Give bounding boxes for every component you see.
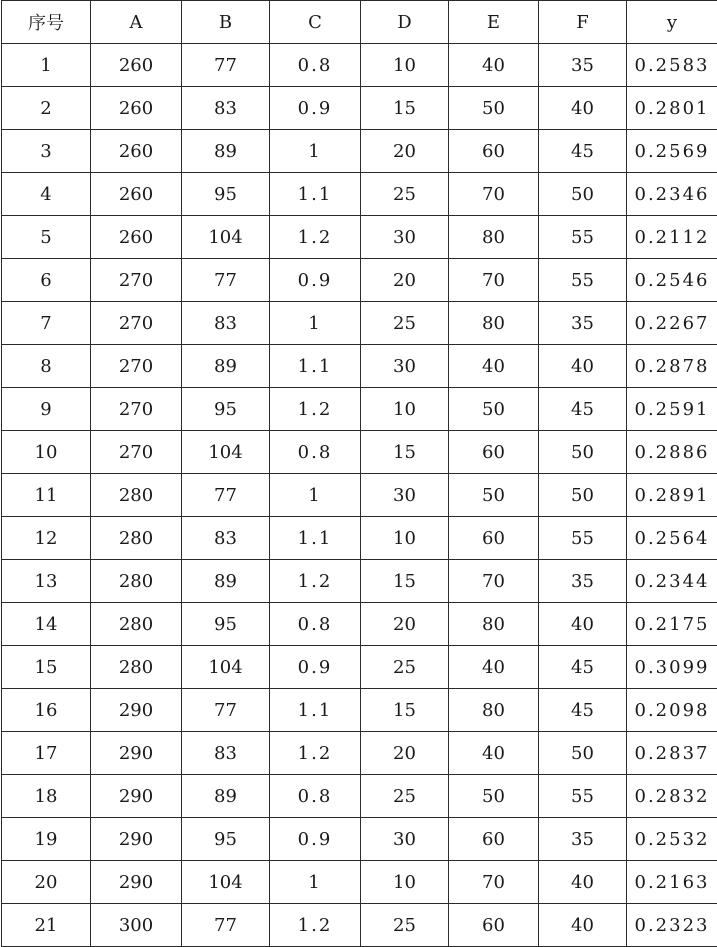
cell-y: 0.2346 xyxy=(627,173,717,216)
header-cell-a: A xyxy=(91,1,182,44)
cell-f: 40 xyxy=(539,603,627,646)
cell-y: 0.2267 xyxy=(627,302,717,345)
cell-e: 80 xyxy=(449,302,539,345)
cell-d: 20 xyxy=(361,130,449,173)
table-row xyxy=(2,87,717,130)
cell-f: 40 xyxy=(539,87,627,130)
table-row xyxy=(2,904,717,947)
cell-d: 30 xyxy=(361,474,449,517)
cell-y: 0.2886 xyxy=(627,431,717,474)
cell-c: 1.2 xyxy=(270,216,361,259)
cell-index: 20 xyxy=(2,861,91,904)
cell-y: 0.2569 xyxy=(627,130,717,173)
cell-e: 70 xyxy=(449,861,539,904)
cell-index: 21 xyxy=(2,904,91,947)
table-row xyxy=(2,130,717,173)
cell-index: 9 xyxy=(2,388,91,431)
cell-c: 0.8 xyxy=(270,431,361,474)
cell-b: 83 xyxy=(182,87,270,130)
cell-f: 35 xyxy=(539,818,627,861)
cell-y: 0.2532 xyxy=(627,818,717,861)
cell-a: 290 xyxy=(91,861,182,904)
cell-index: 5 xyxy=(2,216,91,259)
cell-index: 15 xyxy=(2,646,91,689)
cell-index: 12 xyxy=(2,517,91,560)
cell-a: 270 xyxy=(91,259,182,302)
cell-f: 35 xyxy=(539,44,627,87)
cell-b: 77 xyxy=(182,904,270,947)
header-cell-y: y xyxy=(627,1,717,44)
table-row xyxy=(2,474,717,517)
cell-e: 80 xyxy=(449,689,539,732)
cell-a: 290 xyxy=(91,732,182,775)
cell-index: 17 xyxy=(2,732,91,775)
cell-e: 50 xyxy=(449,775,539,818)
cell-b: 77 xyxy=(182,44,270,87)
cell-f: 45 xyxy=(539,130,627,173)
cell-index: 19 xyxy=(2,818,91,861)
cell-index: 10 xyxy=(2,431,91,474)
cell-index: 7 xyxy=(2,302,91,345)
cell-f: 50 xyxy=(539,474,627,517)
cell-b: 104 xyxy=(182,646,270,689)
cell-e: 60 xyxy=(449,818,539,861)
table-row xyxy=(2,603,717,646)
cell-f: 45 xyxy=(539,689,627,732)
cell-y: 0.2546 xyxy=(627,259,717,302)
cell-d: 20 xyxy=(361,603,449,646)
cell-c: 1.1 xyxy=(270,517,361,560)
cell-c: 0.9 xyxy=(270,818,361,861)
cell-c: 0.8 xyxy=(270,603,361,646)
table-row xyxy=(2,517,717,560)
cell-a: 290 xyxy=(91,818,182,861)
cell-e: 50 xyxy=(449,474,539,517)
cell-e: 50 xyxy=(449,87,539,130)
cell-d: 20 xyxy=(361,732,449,775)
cell-a: 260 xyxy=(91,173,182,216)
table-header xyxy=(2,1,717,44)
table-row xyxy=(2,646,717,689)
cell-e: 70 xyxy=(449,173,539,216)
cell-a: 280 xyxy=(91,560,182,603)
cell-c: 1 xyxy=(270,474,361,517)
cell-y: 0.2832 xyxy=(627,775,717,818)
cell-b: 83 xyxy=(182,517,270,560)
table-row xyxy=(2,431,717,474)
cell-b: 104 xyxy=(182,431,270,474)
cell-c: 1.2 xyxy=(270,560,361,603)
cell-d: 20 xyxy=(361,259,449,302)
cell-y: 0.3099 xyxy=(627,646,717,689)
cell-b: 77 xyxy=(182,474,270,517)
cell-f: 55 xyxy=(539,517,627,560)
cell-b: 95 xyxy=(182,388,270,431)
table-row xyxy=(2,861,717,904)
cell-c: 1 xyxy=(270,861,361,904)
cell-b: 83 xyxy=(182,302,270,345)
cell-d: 25 xyxy=(361,173,449,216)
cell-index: 14 xyxy=(2,603,91,646)
cell-b: 77 xyxy=(182,689,270,732)
table-row xyxy=(2,345,717,388)
cell-a: 280 xyxy=(91,517,182,560)
cell-a: 290 xyxy=(91,775,182,818)
cell-c: 1.1 xyxy=(270,689,361,732)
cell-c: 0.8 xyxy=(270,775,361,818)
cell-c: 1.1 xyxy=(270,345,361,388)
cell-d: 15 xyxy=(361,87,449,130)
cell-a: 270 xyxy=(91,302,182,345)
table-body xyxy=(2,44,717,947)
cell-b: 89 xyxy=(182,560,270,603)
cell-e: 70 xyxy=(449,560,539,603)
cell-index: 6 xyxy=(2,259,91,302)
cell-y: 0.2583 xyxy=(627,44,717,87)
cell-y: 0.2098 xyxy=(627,689,717,732)
cell-c: 1.2 xyxy=(270,388,361,431)
cell-c: 0.9 xyxy=(270,259,361,302)
cell-d: 15 xyxy=(361,689,449,732)
cell-f: 40 xyxy=(539,904,627,947)
cell-f: 55 xyxy=(539,216,627,259)
cell-d: 30 xyxy=(361,216,449,259)
cell-a: 260 xyxy=(91,44,182,87)
header-cell-d: D xyxy=(361,1,449,44)
cell-b: 89 xyxy=(182,130,270,173)
cell-d: 25 xyxy=(361,904,449,947)
cell-a: 270 xyxy=(91,431,182,474)
cell-c: 1.2 xyxy=(270,904,361,947)
cell-e: 70 xyxy=(449,259,539,302)
table-row xyxy=(2,173,717,216)
cell-y: 0.2837 xyxy=(627,732,717,775)
cell-a: 290 xyxy=(91,689,182,732)
cell-a: 260 xyxy=(91,87,182,130)
header-cell-index: 序号 xyxy=(2,1,91,44)
table-row xyxy=(2,216,717,259)
table-row xyxy=(2,388,717,431)
cell-c: 0.8 xyxy=(270,44,361,87)
cell-f: 35 xyxy=(539,302,627,345)
cell-b: 89 xyxy=(182,345,270,388)
cell-f: 45 xyxy=(539,388,627,431)
header-cell-f: F xyxy=(539,1,627,44)
table-row xyxy=(2,259,717,302)
cell-e: 60 xyxy=(449,904,539,947)
cell-e: 60 xyxy=(449,130,539,173)
header-cell-e: E xyxy=(449,1,539,44)
cell-y: 0.2323 xyxy=(627,904,717,947)
cell-f: 40 xyxy=(539,861,627,904)
cell-b: 83 xyxy=(182,732,270,775)
cell-a: 270 xyxy=(91,345,182,388)
cell-a: 260 xyxy=(91,130,182,173)
cell-index: 16 xyxy=(2,689,91,732)
cell-d: 10 xyxy=(361,517,449,560)
cell-index: 3 xyxy=(2,130,91,173)
cell-c: 0.9 xyxy=(270,646,361,689)
cell-d: 10 xyxy=(361,388,449,431)
cell-f: 50 xyxy=(539,173,627,216)
cell-e: 60 xyxy=(449,431,539,474)
header-cell-c: C xyxy=(270,1,361,44)
cell-c: 1 xyxy=(270,130,361,173)
table-row xyxy=(2,732,717,775)
table-row xyxy=(2,302,717,345)
cell-e: 40 xyxy=(449,646,539,689)
cell-a: 280 xyxy=(91,474,182,517)
cell-a: 260 xyxy=(91,216,182,259)
cell-a: 280 xyxy=(91,603,182,646)
cell-c: 1.2 xyxy=(270,732,361,775)
cell-d: 30 xyxy=(361,345,449,388)
cell-y: 0.2878 xyxy=(627,345,717,388)
table-row xyxy=(2,775,717,818)
header-cell-b: B xyxy=(182,1,270,44)
cell-d: 15 xyxy=(361,560,449,603)
cell-b: 77 xyxy=(182,259,270,302)
cell-e: 80 xyxy=(449,603,539,646)
cell-y: 0.2175 xyxy=(627,603,717,646)
table-row xyxy=(2,689,717,732)
cell-b: 95 xyxy=(182,173,270,216)
cell-c: 1 xyxy=(270,302,361,345)
cell-index: 4 xyxy=(2,173,91,216)
cell-c: 0.9 xyxy=(270,87,361,130)
cell-y: 0.2591 xyxy=(627,388,717,431)
cell-c: 1.1 xyxy=(270,173,361,216)
cell-a: 270 xyxy=(91,388,182,431)
cell-d: 10 xyxy=(361,861,449,904)
cell-f: 35 xyxy=(539,560,627,603)
cell-d: 15 xyxy=(361,431,449,474)
cell-d: 25 xyxy=(361,775,449,818)
cell-y: 0.2163 xyxy=(627,861,717,904)
cell-index: 13 xyxy=(2,560,91,603)
cell-e: 80 xyxy=(449,216,539,259)
cell-a: 280 xyxy=(91,646,182,689)
cell-b: 95 xyxy=(182,603,270,646)
header-row xyxy=(2,1,717,44)
cell-e: 40 xyxy=(449,44,539,87)
cell-d: 30 xyxy=(361,818,449,861)
cell-index: 8 xyxy=(2,345,91,388)
cell-e: 40 xyxy=(449,732,539,775)
cell-f: 40 xyxy=(539,345,627,388)
cell-b: 104 xyxy=(182,216,270,259)
cell-d: 10 xyxy=(361,44,449,87)
cell-y: 0.2112 xyxy=(627,216,717,259)
cell-b: 95 xyxy=(182,818,270,861)
cell-d: 25 xyxy=(361,302,449,345)
table-row xyxy=(2,44,717,87)
cell-e: 50 xyxy=(449,388,539,431)
cell-f: 50 xyxy=(539,732,627,775)
cell-y: 0.2891 xyxy=(627,474,717,517)
cell-a: 300 xyxy=(91,904,182,947)
cell-index: 11 xyxy=(2,474,91,517)
cell-d: 25 xyxy=(361,646,449,689)
cell-f: 55 xyxy=(539,775,627,818)
cell-e: 60 xyxy=(449,517,539,560)
table-row xyxy=(2,560,717,603)
cell-y: 0.2801 xyxy=(627,87,717,130)
cell-index: 2 xyxy=(2,87,91,130)
table-row xyxy=(2,818,717,861)
data-table xyxy=(1,0,717,947)
cell-f: 55 xyxy=(539,259,627,302)
cell-e: 40 xyxy=(449,345,539,388)
cell-b: 89 xyxy=(182,775,270,818)
cell-y: 0.2344 xyxy=(627,560,717,603)
cell-y: 0.2564 xyxy=(627,517,717,560)
cell-f: 50 xyxy=(539,431,627,474)
cell-b: 104 xyxy=(182,861,270,904)
cell-index: 18 xyxy=(2,775,91,818)
cell-f: 45 xyxy=(539,646,627,689)
cell-index: 1 xyxy=(2,44,91,87)
